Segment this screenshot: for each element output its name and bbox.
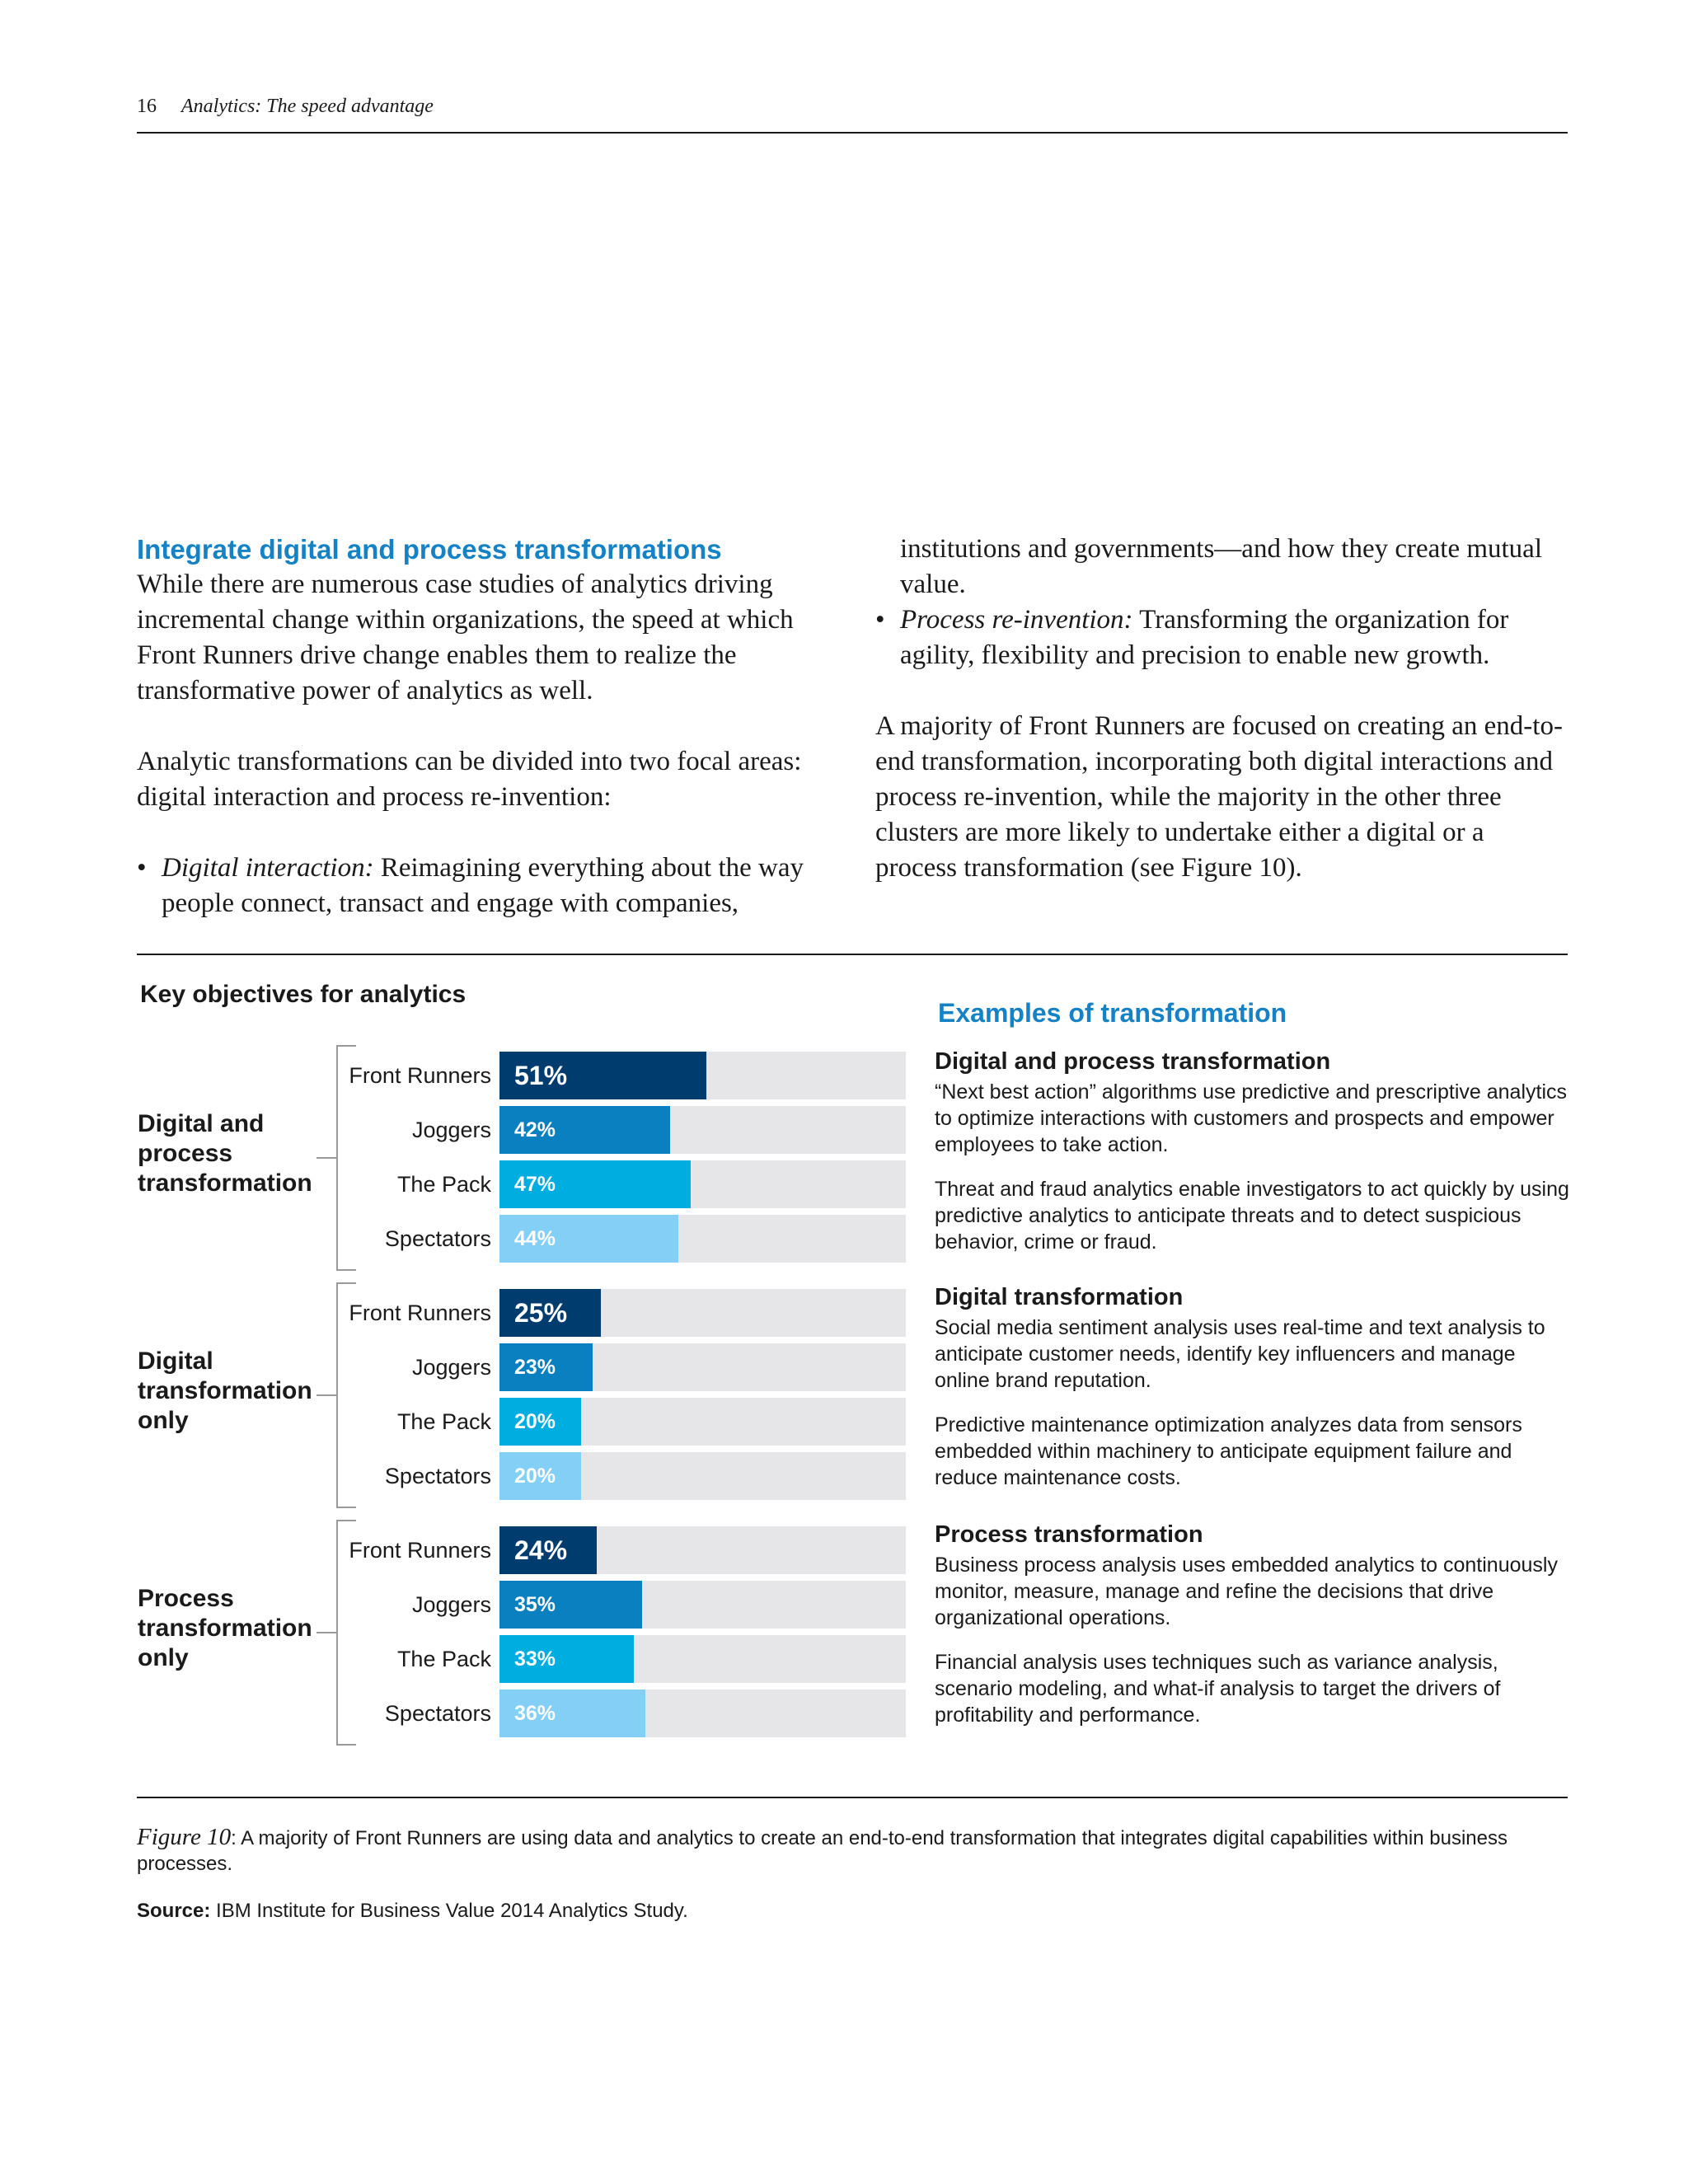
row-label: The Pack xyxy=(396,1647,491,1671)
bar-value-label: 51% xyxy=(514,1061,568,1090)
bullet-dot: • xyxy=(875,605,885,635)
right-column xyxy=(875,532,1568,886)
group-label-line: process xyxy=(138,1140,233,1167)
figure-label: Figure 10 xyxy=(137,1824,232,1850)
bar xyxy=(499,1052,706,1099)
bar-track xyxy=(499,1452,906,1500)
bar-value-label: 20% xyxy=(514,1465,556,1488)
group-label-line: Process xyxy=(138,1585,234,1612)
bar xyxy=(499,1398,581,1446)
row-label: The Pack xyxy=(396,1409,491,1434)
examples-title: Examples of transformation xyxy=(938,998,1287,1028)
example-section-1 xyxy=(935,1048,1569,1255)
row-label: Spectators xyxy=(384,1226,491,1251)
row-label: The Pack xyxy=(396,1172,491,1197)
example-heading: Digital transformation xyxy=(935,1284,1184,1310)
bracket xyxy=(336,1282,356,1508)
bullet-continuation: institutions and governments—and how they create mutual value. xyxy=(900,534,1542,599)
bar xyxy=(499,1690,645,1737)
section-heading: Integrate digital and process transformations xyxy=(137,534,722,565)
example-text: Business process analysis uses embedded analytics to continuously monitor, measure, manage and refine the decisions that drive organizational operations. xyxy=(935,1554,1558,1629)
running-title: Analytics: The speed advantage xyxy=(181,96,434,117)
bullet-digital-interaction xyxy=(137,851,821,921)
bar-value-label: 44% xyxy=(514,1227,556,1250)
group-label-line: Digital and xyxy=(138,1110,265,1137)
bullet-text: Transforming the organization for agility, flexibility and precision to enable new growth. xyxy=(900,605,1509,670)
bar xyxy=(499,1581,642,1629)
bar-track xyxy=(499,1160,906,1208)
row-label: Spectators xyxy=(384,1464,491,1488)
source-label: Source: xyxy=(137,1900,211,1922)
group-label-line: only xyxy=(138,1644,189,1671)
group-label-line: Digital xyxy=(138,1347,213,1375)
example-text: Threat and fraud analytics enable investigators to act quickly by using predictive analytics to anticipate threats and to detect suspicious behavior, crime or fraud. xyxy=(935,1178,1569,1254)
bar xyxy=(499,1452,581,1500)
bar-track xyxy=(499,1398,906,1446)
bracket xyxy=(336,1045,356,1271)
bar-track xyxy=(499,1690,906,1737)
example-section-3 xyxy=(935,1521,1569,1728)
group-label-line: only xyxy=(138,1407,189,1434)
bar-track xyxy=(499,1215,906,1263)
bracket-tick xyxy=(316,1394,336,1396)
bar xyxy=(499,1215,678,1263)
group-label-line: transformation xyxy=(138,1377,312,1404)
source-text: IBM Institute for Business Value 2014 Analytics Study. xyxy=(210,1900,688,1922)
bar-value-label: 24% xyxy=(514,1535,568,1565)
group-label-line: transformation xyxy=(138,1169,312,1197)
row-label: Front Runners xyxy=(349,1538,491,1563)
paragraph-2: Analytic transformations can be divided into two focal areas: digital interaction and process re-invention: xyxy=(137,747,802,812)
bar-value-label: 20% xyxy=(514,1410,556,1433)
row-label: Front Runners xyxy=(349,1063,491,1088)
bar-value-label: 35% xyxy=(514,1593,556,1616)
example-text: Financial analysis uses techniques such as variance analysis, scenario modeling, and what-if analysis to target the drivers of profitability and performance. xyxy=(935,1651,1501,1727)
example-section-2 xyxy=(935,1284,1569,1491)
bar xyxy=(499,1160,691,1208)
divider-bottom xyxy=(137,1797,1568,1798)
bar-value-label: 36% xyxy=(514,1702,556,1725)
bar-track xyxy=(499,1289,906,1337)
bar-value-label: 33% xyxy=(514,1647,556,1671)
bar xyxy=(499,1343,593,1391)
paragraph-3: A majority of Front Runners are focused on creating an end-to-end transformation, incorporating both digital interactions and process re-invention, while the majority in the other three clusters are more likely to undertake either a digital or a process transformation (see Figure 10). xyxy=(875,711,1563,883)
example-heading: Process transformation xyxy=(935,1521,1203,1548)
bar-value-label: 47% xyxy=(514,1173,556,1196)
bracket xyxy=(336,1520,356,1746)
bar xyxy=(499,1635,634,1683)
bar-value-label: 42% xyxy=(514,1118,556,1141)
row-label: Front Runners xyxy=(349,1301,491,1325)
group-label-line: transformation xyxy=(138,1615,312,1642)
row-label: Joggers xyxy=(411,1118,491,1142)
bar-track xyxy=(499,1343,906,1391)
page-header xyxy=(137,92,1568,134)
bar xyxy=(499,1526,597,1574)
row-label: Joggers xyxy=(411,1355,491,1380)
bar-track xyxy=(499,1635,906,1683)
chart-title: Key objectives for analytics xyxy=(140,981,467,1008)
example-text: “Next best action” algorithms use predictive and prescriptive analytics to optimize interactions with customers and prospects and empower employees to take action. xyxy=(935,1080,1568,1156)
bar-track xyxy=(499,1052,906,1099)
bracket-tick xyxy=(316,1157,336,1159)
bar xyxy=(499,1289,601,1337)
bar-value-label: 23% xyxy=(514,1356,556,1379)
bullet-term: Digital interaction: xyxy=(162,853,374,883)
bullet-dot: • xyxy=(137,853,147,883)
left-column xyxy=(137,532,821,921)
bar-value-label: 25% xyxy=(514,1298,568,1328)
bracket-tick xyxy=(316,1632,336,1633)
paragraph-1: While there are numerous case studies of analytics driving incremental change within organizations, the speed at which Front Runners drive change enables them to realize the transformative power of analytics as well. xyxy=(137,569,794,705)
row-label: Spectators xyxy=(384,1701,491,1726)
bar-track xyxy=(499,1581,906,1629)
bullet-text: Reimagining everything about the way people connect, transact and engage with companies, xyxy=(162,853,804,918)
example-heading: Digital and process transformation xyxy=(935,1048,1331,1075)
divider-top xyxy=(137,954,1568,955)
example-text: Predictive maintenance optimization analyzes data from sensors embedded within machinery to anticipate equipment failure and reduce maintenance costs. xyxy=(935,1413,1522,1489)
caption-text: : A majority of Front Runners are using data and analytics to create an end-to-end transformation that integrates digital capabilities within business processes. xyxy=(137,1827,1507,1875)
figure-caption xyxy=(137,1825,1568,1877)
page-number: 16 xyxy=(137,96,157,117)
group-label xyxy=(138,1109,312,1198)
row-label: Joggers xyxy=(411,1592,491,1617)
group-label xyxy=(138,1584,312,1673)
bar-track xyxy=(499,1106,906,1154)
example-text: Social media sentiment analysis uses real-time and text analysis to anticipate customer needs, identify key influencers and manage online brand reputation. xyxy=(935,1316,1545,1392)
source-line xyxy=(137,1900,688,1923)
group-label xyxy=(138,1347,312,1436)
bullet-process-reinvention xyxy=(875,602,1568,673)
bar xyxy=(499,1106,670,1154)
bullet-term: Process re-invention: xyxy=(900,605,1133,635)
bar-track xyxy=(499,1526,906,1574)
